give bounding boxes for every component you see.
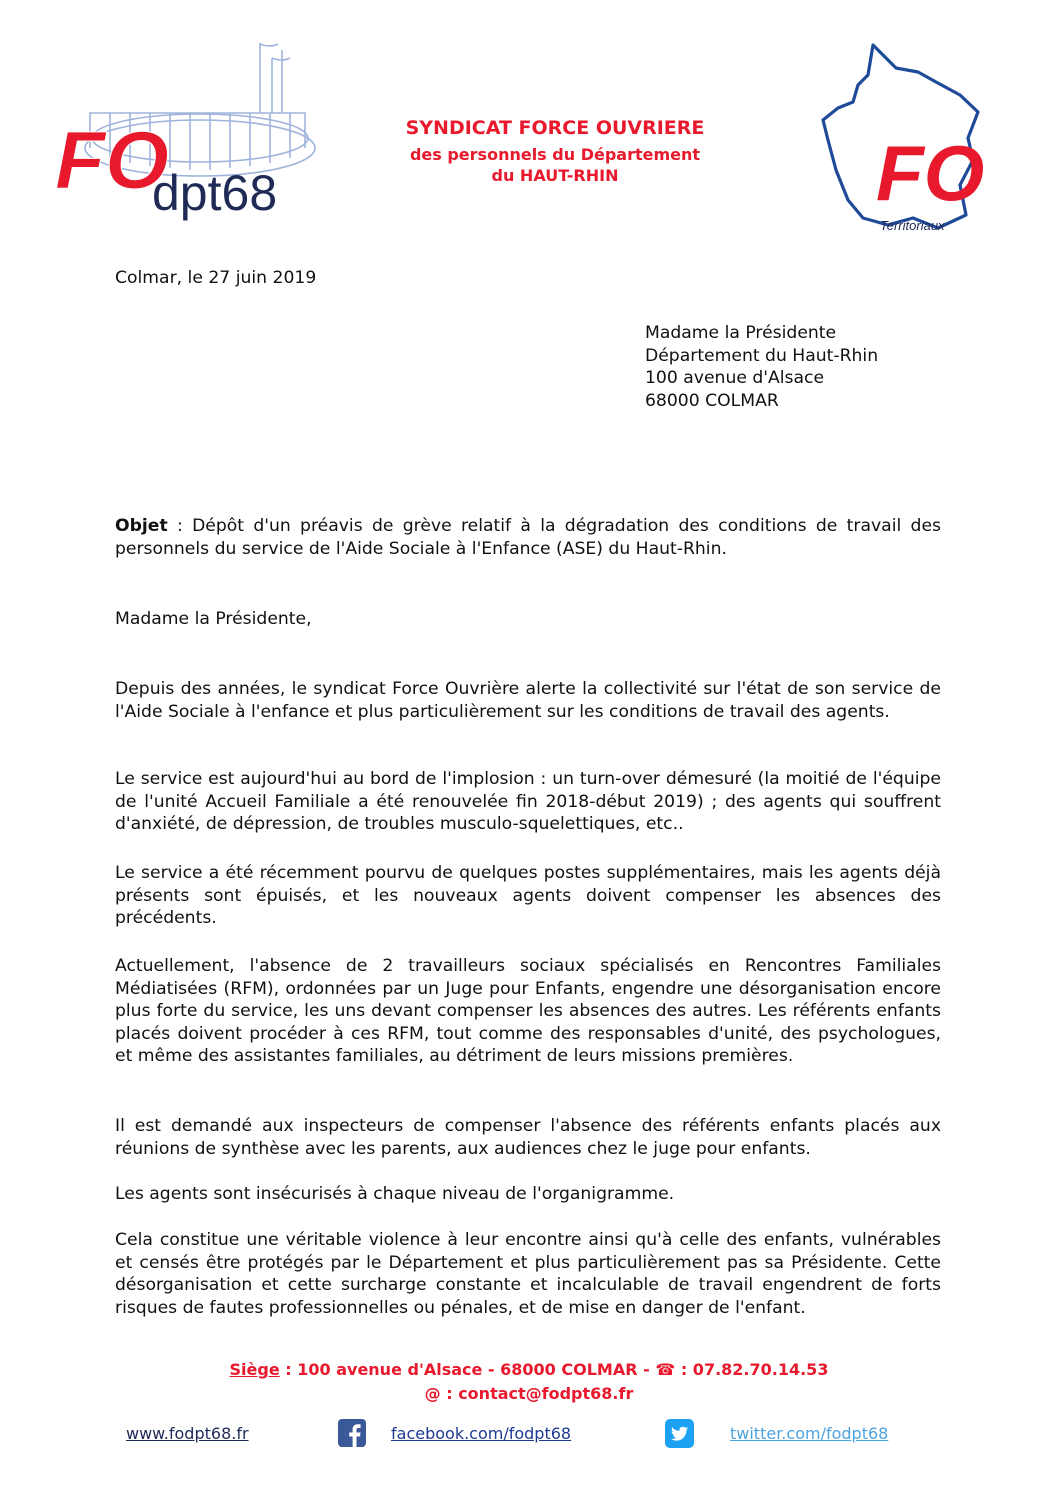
facebook-icon[interactable] [338,1419,366,1447]
letter-object [115,515,941,560]
body-paragraph: Les agents sont insécurisés à chaque niveau de l'organigramme. [115,1184,675,1204]
website-link[interactable]: www.fodpt68.fr [126,1424,249,1443]
logo-territoriaux-text: Territoriaux [880,218,945,233]
logo-fo-text: FO [55,115,169,206]
header-title: SYNDICAT FORCE OUVRIERE [405,117,705,139]
recipient-line: 68000 COLMAR [645,390,779,411]
body-paragraph: Il est demandé aux inspecteurs de compenser l'absence des référents enfants placés aux réunions de synthèse avec les parents, aux audiences chez le juge pour enfants. [115,1116,941,1159]
object-text: : Dépôt d'un préavis de grève relatif à la dégradation des conditions de travail des personnels du service de l'Aide Sociale à l'Enfance (ASE) du Haut-Rhin. [115,516,941,559]
body-paragraph: Depuis des années, le syndicat Force Ouvrière alerte la collectivité sur l'état de son service de l'Aide Sociale à l'enfance et plus particulièrement sur les conditions de travail des agents. [115,679,941,722]
logo-dpt68-text: dpt68 [152,165,278,221]
footer-address [0,1360,1058,1379]
body-paragraph: Le service a été récemment pourvu de quelques postes supplémentaires, mais les agents déjà présents sont épuisés, et les nouveaux agents doivent compenser les absences des précédents. [115,863,941,929]
footer-email[interactable]: @ : contact@fodpt68.fr [424,1384,634,1403]
recipient-address [645,322,878,412]
recipient-line: Département du Haut-Rhin [645,345,879,366]
salutation: Madame la Présidente, [115,609,312,629]
header-subtitle-2: du HAUT-RHIN [491,166,619,185]
facebook-link[interactable]: facebook.com/fodpt68 [391,1424,572,1443]
twitter-icon[interactable] [665,1419,694,1448]
body-paragraph: Actuellement, l'absence de 2 travailleurs sociaux spécialisés en Rencontres Familiales Médiatisées (RFM), ordonnées par un Juge pour Enfants, engendre une désorganisation encore plus forte du service, les uns devant compenser les absences des autres. Les référents enfants placés doivent procéder à ces RFM, tout comme des responsables d'unité, des psychologues, et même des assistantes familiales, au détriment de leurs missions premières. [115,956,941,1067]
logo-fo-text: FO [876,129,985,217]
recipient-line: Madame la Présidente [645,323,837,343]
header-subtitle: des personnels du Département [409,145,701,164]
phone-number: : 07.82.70.14.53 [675,1360,829,1379]
recipient-line: 100 avenue d'Alsace [645,368,825,389]
phone-icon: ☎ [655,1360,676,1379]
siege-label: Siège [229,1360,280,1379]
body-paragraph: Cela constitue une véritable violence à leur encontre ainsi qu'à celle des enfants, vulnérables et censés être protégés par le Département et plus particulièrement pas sa Présidente. Cette désorganisation et cette surcharge constante et incalculable de travail engendrent de forts risques de fautes professionnelles ou pénales, et de mise en danger de l'enfant. [115,1230,941,1318]
fo-dpt68-logo [50,38,325,223]
fo-territoriaux-logo [818,40,990,242]
object-label: Objet [115,516,168,536]
letter-date: Colmar, le 27 juin 2019 [115,268,317,288]
body-paragraph: Le service est aujourd'hui au bord de l'implosion : un turn-over démesuré (la moitié de l'équipe de l'unité Accueil Familiale a été renouvelée fin 2018-début 2019) ; des agents qui souffrent d'anxiété, de dépression, de troubles musculo-squelettiques, etc.. [115,769,941,835]
twitter-link[interactable]: twitter.com/fodpt68 [730,1424,889,1443]
siege-text: : 100 avenue d'Alsace - 68000 COLMAR - [279,1360,656,1379]
